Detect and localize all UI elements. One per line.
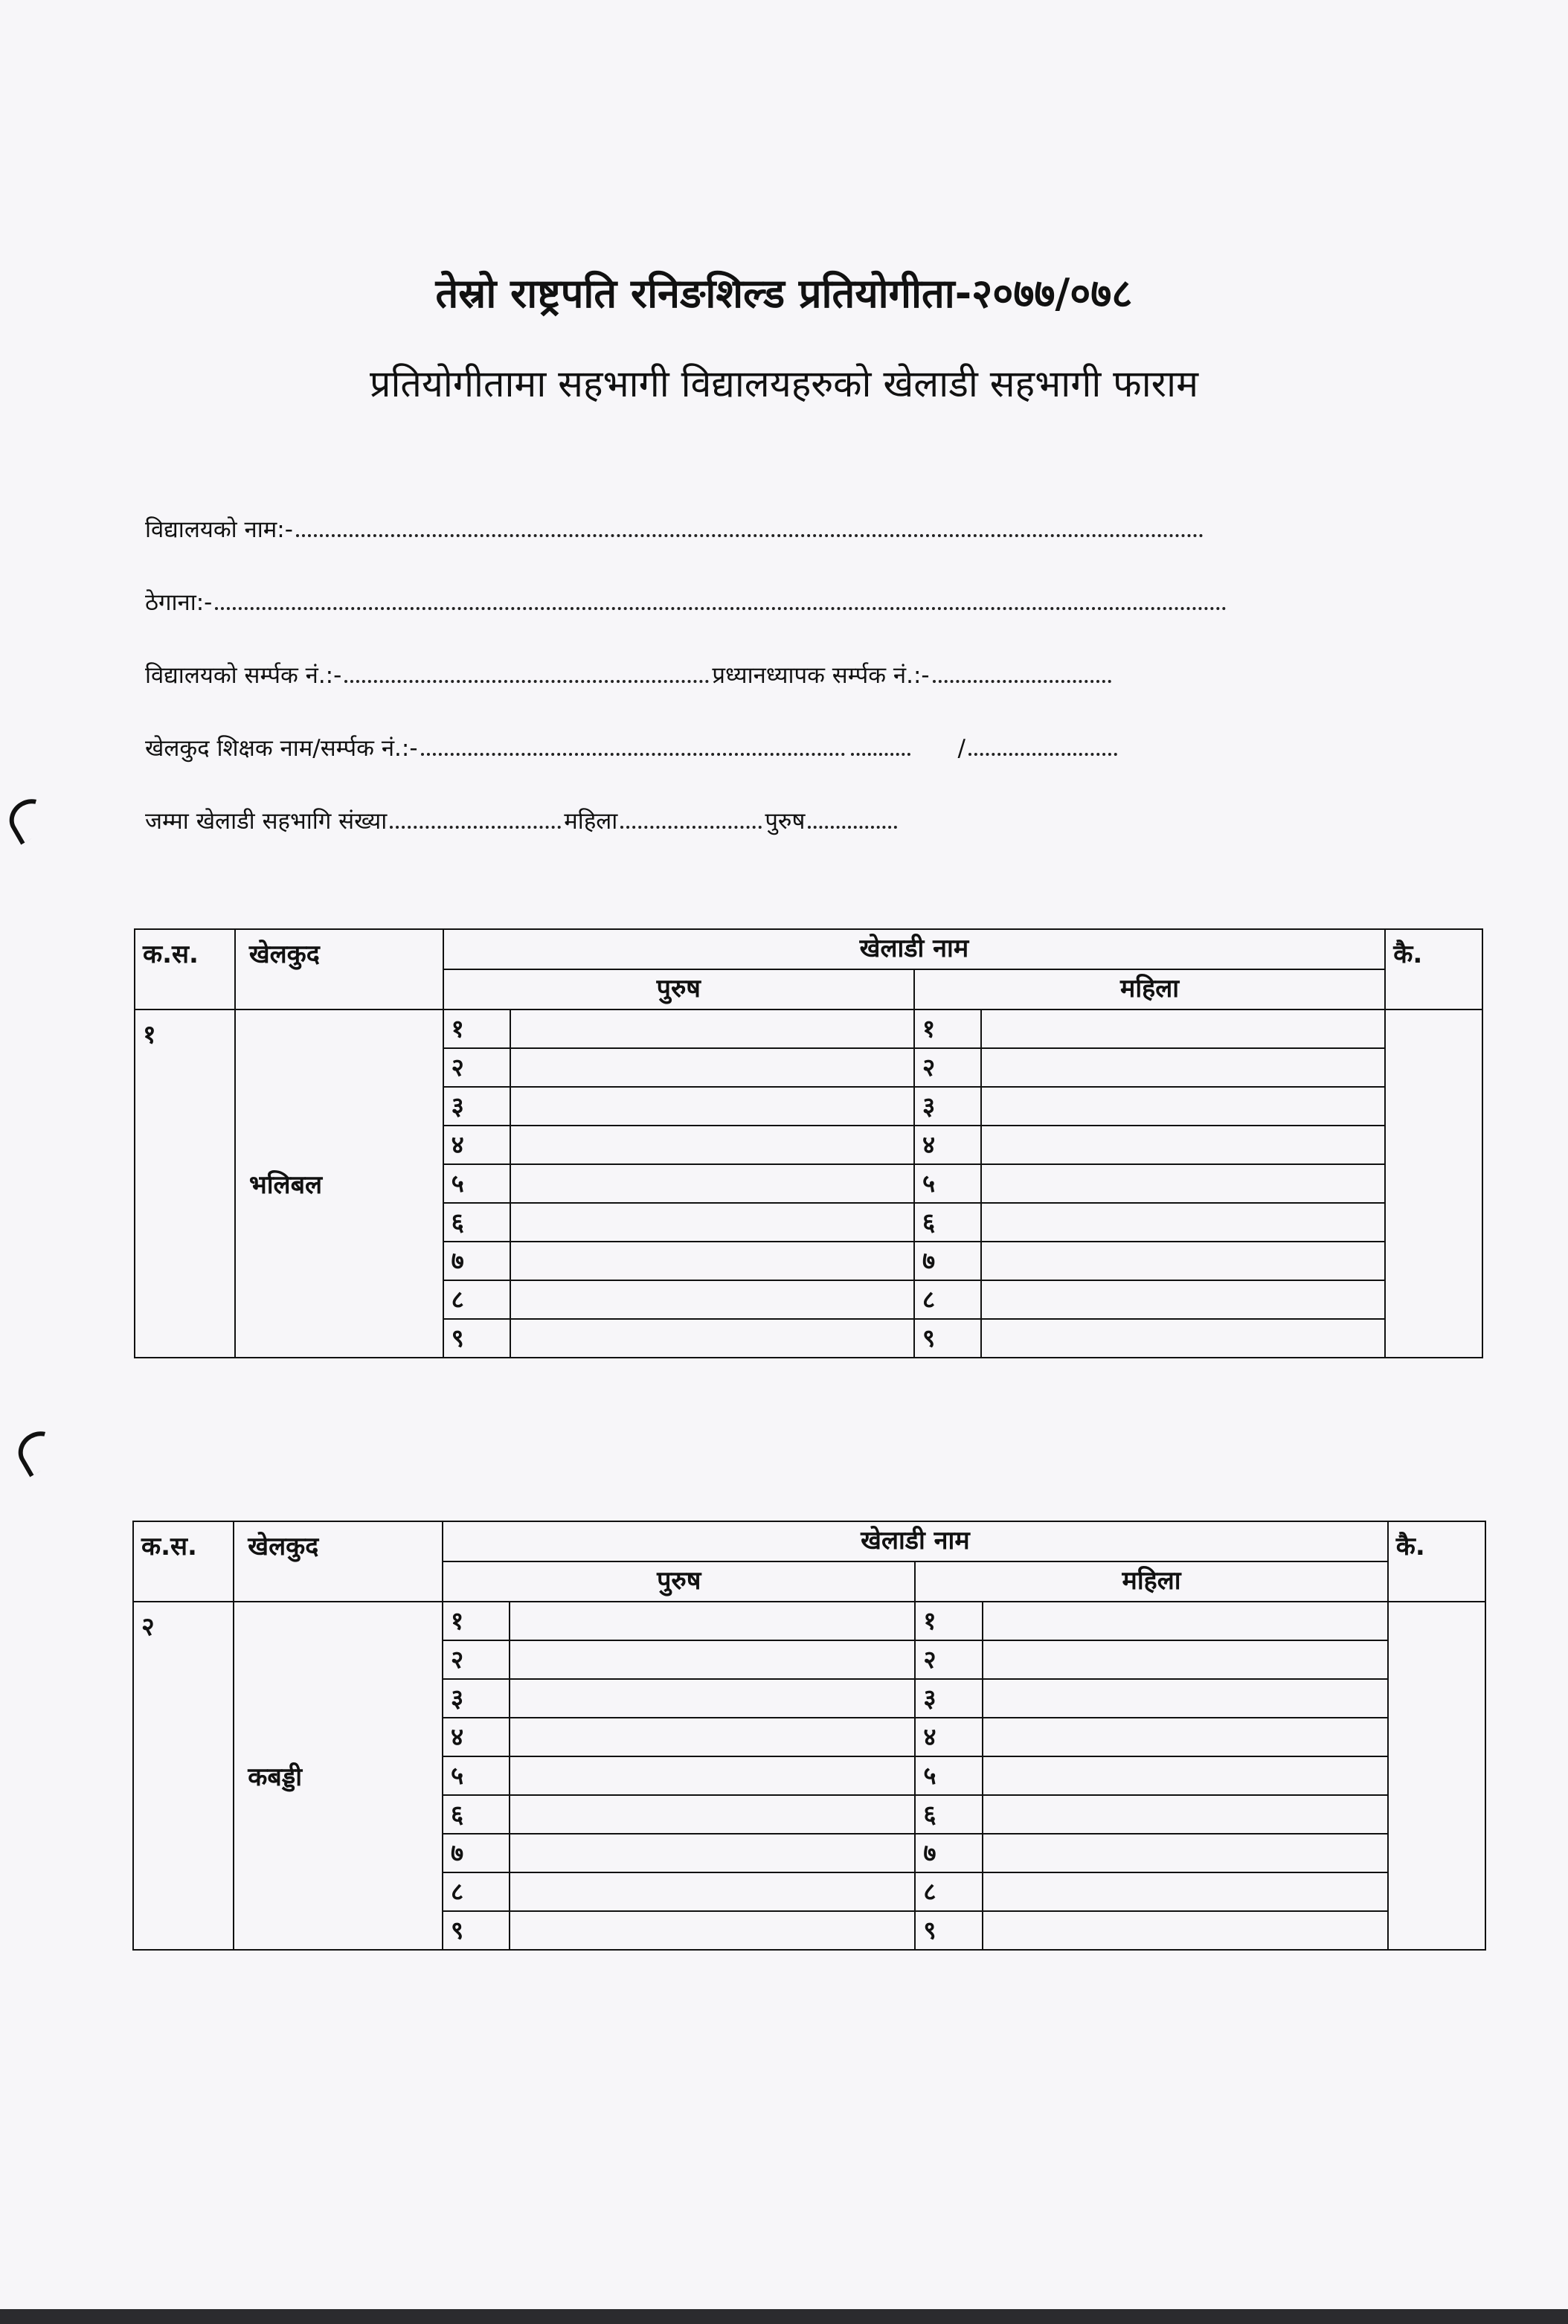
female-row-number: ५ bbox=[915, 1756, 982, 1795]
male-player-cell[interactable] bbox=[510, 1126, 914, 1164]
male-row-number: १ bbox=[443, 1602, 510, 1640]
female-row-number: ७ bbox=[914, 1242, 981, 1280]
male-player-cell[interactable] bbox=[510, 1756, 915, 1795]
sport-name: भलिबल bbox=[235, 1009, 443, 1358]
sports-teacher-label: खेलकुद शिक्षक नाम/सर्म्पक नं.:- bbox=[145, 735, 418, 762]
male-row-number: ८ bbox=[443, 1280, 510, 1319]
principal-contact-label: प्रध्यानध्यापक सर्म्पक नं.:- bbox=[712, 662, 930, 689]
principal-contact-blank bbox=[933, 675, 1111, 683]
address-blank bbox=[215, 603, 1227, 610]
female-player-cell[interactable] bbox=[981, 1203, 1385, 1242]
male-row-number: ३ bbox=[443, 1679, 510, 1718]
male-row-number: ९ bbox=[443, 1319, 510, 1358]
female-player-cell[interactable] bbox=[981, 1164, 1385, 1203]
male-player-cell[interactable] bbox=[510, 1872, 915, 1911]
player-name-header: खेलाडी नाम bbox=[443, 1521, 1388, 1561]
male-player-cell[interactable] bbox=[510, 1203, 914, 1242]
sport-name: कबड्डी bbox=[234, 1602, 443, 1950]
sports-teacher-name-blank bbox=[421, 748, 845, 756]
female-row-number: ३ bbox=[915, 1679, 982, 1718]
male-row-number: ६ bbox=[443, 1795, 510, 1834]
sports-teacher-extra-blank bbox=[851, 748, 910, 756]
male-player-cell[interactable] bbox=[510, 1009, 914, 1048]
female-row-number: ६ bbox=[915, 1795, 982, 1834]
remarks-cell[interactable] bbox=[1388, 1602, 1485, 1950]
female-player-cell[interactable] bbox=[981, 1126, 1385, 1164]
female-row-number: ४ bbox=[914, 1126, 981, 1164]
scan-bottom-edge bbox=[0, 2309, 1568, 2324]
male-row-number: ३ bbox=[443, 1087, 510, 1126]
female-row-number: १ bbox=[914, 1009, 981, 1048]
male-header: पुरुष bbox=[443, 1561, 915, 1602]
female-player-cell[interactable] bbox=[983, 1872, 1388, 1911]
male-row-number: ८ bbox=[443, 1872, 510, 1911]
female-player-cell[interactable] bbox=[981, 1280, 1385, 1319]
contact-field bbox=[145, 659, 1261, 690]
female-player-cell[interactable] bbox=[983, 1756, 1388, 1795]
male-player-cell[interactable] bbox=[510, 1280, 914, 1319]
male-row-number: ४ bbox=[443, 1718, 510, 1756]
form-title: तेस्रो राष्ट्रपति रनिङशिल्ड प्रतियोगीता-२०७७/०७८ bbox=[435, 270, 1133, 317]
female-player-cell[interactable] bbox=[981, 1048, 1385, 1087]
school-contact-blank bbox=[344, 675, 709, 683]
male-player-cell[interactable] bbox=[510, 1602, 915, 1640]
punch-hole-mark bbox=[2, 792, 57, 844]
sports-teacher-field bbox=[145, 732, 1261, 763]
female-row-number: २ bbox=[915, 1640, 982, 1679]
male-player-cell[interactable] bbox=[510, 1164, 914, 1203]
female-player-cell[interactable] bbox=[981, 1242, 1385, 1280]
female-row-number: ५ bbox=[914, 1164, 981, 1203]
punch-hole-mark bbox=[11, 1424, 65, 1477]
female-player-cell[interactable] bbox=[981, 1087, 1385, 1126]
female-count-blank bbox=[620, 821, 762, 829]
female-row-number: १ bbox=[915, 1602, 982, 1640]
remarks-header: कै. bbox=[1385, 929, 1482, 1009]
female-player-cell[interactable] bbox=[981, 1009, 1385, 1048]
sports-teacher-contact-blank bbox=[968, 748, 1117, 756]
male-player-cell[interactable] bbox=[510, 1048, 914, 1087]
male-row-number: २ bbox=[443, 1048, 510, 1087]
male-player-cell[interactable] bbox=[510, 1242, 914, 1280]
male-player-cell[interactable] bbox=[510, 1319, 914, 1358]
female-player-cell[interactable] bbox=[983, 1718, 1388, 1756]
school-contact-label: विद्यालयको सर्म्पक नं.:- bbox=[145, 662, 342, 689]
male-count-blank bbox=[808, 821, 897, 829]
female-count-label: महिला bbox=[564, 808, 618, 835]
school-name-label: विद्यालयको नाम:- bbox=[145, 516, 293, 543]
female-row-number: ६ bbox=[914, 1203, 981, 1242]
remarks-cell[interactable] bbox=[1385, 1009, 1482, 1358]
male-player-cell[interactable] bbox=[510, 1911, 915, 1950]
female-player-cell[interactable] bbox=[983, 1602, 1388, 1640]
female-row-number: ४ bbox=[915, 1718, 982, 1756]
female-row-number: ७ bbox=[915, 1834, 982, 1872]
sport-header: खेलकुद bbox=[235, 929, 443, 1009]
female-row-number: ८ bbox=[915, 1872, 982, 1911]
table-sn: १ bbox=[135, 1009, 235, 1358]
player-name-header: खेलाडी नाम bbox=[443, 929, 1386, 969]
female-player-cell[interactable] bbox=[981, 1319, 1385, 1358]
female-player-cell[interactable] bbox=[983, 1679, 1388, 1718]
male-row-number: २ bbox=[443, 1640, 510, 1679]
female-row-number: ३ bbox=[914, 1087, 981, 1126]
school-name-field bbox=[145, 513, 1261, 545]
total-players-label: जम्मा खेलाडी सहभागि संख्या bbox=[145, 808, 388, 835]
address-field bbox=[145, 586, 1261, 617]
male-row-number: १ bbox=[443, 1009, 510, 1048]
male-player-cell[interactable] bbox=[510, 1640, 915, 1679]
male-player-cell[interactable] bbox=[510, 1679, 915, 1718]
total-players-blank bbox=[390, 821, 561, 829]
remarks-header: कै. bbox=[1388, 1521, 1485, 1602]
male-row-number: ५ bbox=[443, 1756, 510, 1795]
total-players-field bbox=[145, 805, 1261, 836]
school-name-blank bbox=[296, 530, 1204, 537]
male-player-cell[interactable] bbox=[510, 1087, 914, 1126]
female-row-number: ९ bbox=[914, 1319, 981, 1358]
male-row-number: ५ bbox=[443, 1164, 510, 1203]
female-player-cell[interactable] bbox=[983, 1834, 1388, 1872]
male-player-cell[interactable] bbox=[510, 1834, 915, 1872]
table-sn: २ bbox=[133, 1602, 234, 1950]
sn-header: क.स. bbox=[135, 929, 235, 1009]
female-row-number: २ bbox=[914, 1048, 981, 1087]
male-player-cell[interactable] bbox=[510, 1795, 915, 1834]
female-player-cell[interactable] bbox=[983, 1640, 1388, 1679]
female-row-number: ८ bbox=[914, 1280, 981, 1319]
female-row-number: ९ bbox=[915, 1911, 982, 1950]
male-row-number: ४ bbox=[443, 1126, 510, 1164]
male-header: पुरुष bbox=[443, 969, 914, 1009]
male-row-number: ७ bbox=[443, 1242, 510, 1280]
female-header: महिला bbox=[914, 969, 1385, 1009]
female-player-cell[interactable] bbox=[983, 1795, 1388, 1834]
registration-table bbox=[132, 1521, 1486, 1951]
separator-slash: / bbox=[957, 735, 965, 762]
sn-header: क.स. bbox=[133, 1521, 234, 1602]
male-player-cell[interactable] bbox=[510, 1718, 915, 1756]
male-row-number: ९ bbox=[443, 1911, 510, 1950]
female-header: महिला bbox=[915, 1561, 1387, 1602]
form-subtitle: प्रतियोगीतामा सहभागी विद्यालयहरुको खेलाडी सहभागी फाराम bbox=[370, 362, 1198, 405]
address-label: ठेगाना:- bbox=[145, 589, 213, 616]
registration-table bbox=[134, 928, 1483, 1358]
male-count-label: पुरुष bbox=[765, 808, 806, 835]
male-row-number: ७ bbox=[443, 1834, 510, 1872]
sport-header: खेलकुद bbox=[234, 1521, 443, 1602]
female-player-cell[interactable] bbox=[983, 1911, 1388, 1950]
male-row-number: ६ bbox=[443, 1203, 510, 1242]
